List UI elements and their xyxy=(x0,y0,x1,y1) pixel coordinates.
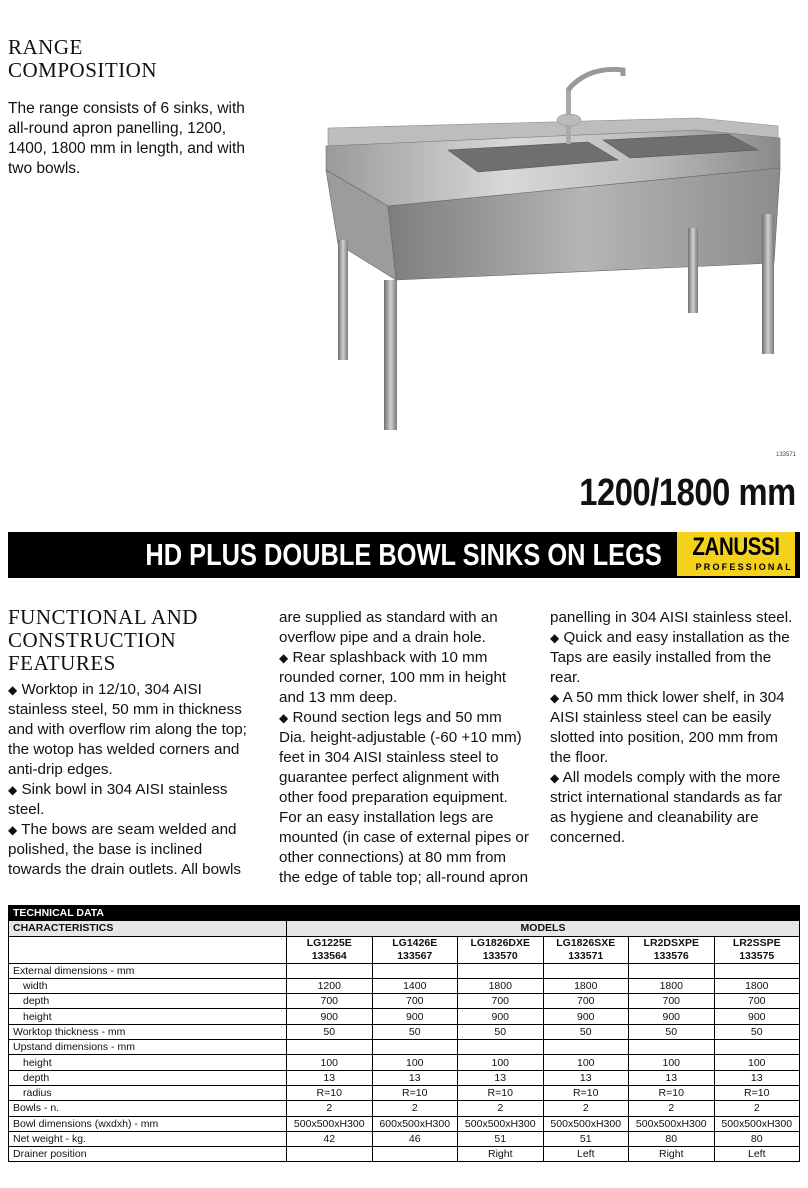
feature-item: ◆ Worktop in 12/10, 304 AISI stainless steel, 50 mm in thickness and with overflow rim along the top; the wotop has welded corners and anti-drip edges. xyxy=(8,681,247,778)
product-title: HD PLUS DOUBLE BOWL SINKS ON LEGS xyxy=(145,537,662,572)
table-cell: 2 xyxy=(372,1101,458,1116)
table-cell: 1400 xyxy=(372,978,458,993)
table-cell: 100 xyxy=(714,1055,800,1070)
table-cell: Right xyxy=(458,1147,544,1162)
model-code: 133575 xyxy=(739,949,775,962)
table-cell: 2 xyxy=(287,1101,373,1116)
model-header-cell xyxy=(543,936,629,963)
table-row xyxy=(9,1070,800,1085)
feature-item: ◆ The bows are seam welded and polished, the base is inclined towards the drain outlets. All bowls xyxy=(8,821,241,878)
diamond-bullet-icon: ◆ xyxy=(279,711,289,725)
model-name: LR2DSXPE xyxy=(643,936,699,949)
table-row xyxy=(9,1024,800,1039)
table-cell: 13 xyxy=(714,1070,800,1085)
table-cell: 100 xyxy=(458,1055,544,1070)
table-title: TECHNICAL DATA xyxy=(9,906,800,921)
table-cell: 900 xyxy=(543,1009,629,1024)
table-cell: R=10 xyxy=(629,1085,715,1100)
table-cell: 50 xyxy=(458,1024,544,1039)
features-column-2 xyxy=(279,608,529,888)
table-cell xyxy=(629,963,715,978)
table-cell: 50 xyxy=(287,1024,373,1039)
row-label: Worktop thickness - mm xyxy=(9,1024,287,1039)
table-cell: 100 xyxy=(629,1055,715,1070)
features-column-3 xyxy=(550,608,800,848)
table-cell: 13 xyxy=(629,1070,715,1085)
logo-name: ZANUSSI xyxy=(692,533,780,561)
table-cell xyxy=(372,963,458,978)
table-cell: 900 xyxy=(629,1009,715,1024)
model-header-cell xyxy=(458,936,544,963)
feature-item: ◆ Quick and easy installation as the Taps are easily installed from the rear. xyxy=(550,629,790,686)
table-cell: R=10 xyxy=(287,1085,373,1100)
feature-continuation: are supplied as standard with an overflow pipe and a drain hole. xyxy=(279,609,498,646)
table-cell: 46 xyxy=(372,1131,458,1146)
table-cell: R=10 xyxy=(714,1085,800,1100)
table-cell xyxy=(372,1147,458,1162)
logo-subtitle: PROFESSIONAL xyxy=(695,562,793,572)
table-cell: 1800 xyxy=(543,978,629,993)
diamond-bullet-icon: ◆ xyxy=(8,783,18,797)
row-label: Bowls - n. xyxy=(9,1101,287,1116)
model-header-cell xyxy=(714,936,800,963)
table-cell: 80 xyxy=(714,1131,800,1146)
row-label: Bowl dimensions (wxdxh) - mm xyxy=(9,1116,287,1131)
table-cell: 2 xyxy=(714,1101,800,1116)
size-title: 1200/1800 mm xyxy=(579,472,796,514)
table-cell xyxy=(287,1147,373,1162)
table-cell: 500x500xH300 xyxy=(543,1116,629,1131)
table-cell: 2 xyxy=(543,1101,629,1116)
zanussi-logo xyxy=(677,532,795,576)
model-code: 133576 xyxy=(653,949,689,962)
table-cell: 700 xyxy=(714,994,800,1009)
table-cell: 1800 xyxy=(458,978,544,993)
table-cell: Right xyxy=(629,1147,715,1162)
sink-product-photo xyxy=(318,58,788,438)
table-cell: 500x500xH300 xyxy=(287,1116,373,1131)
table-cell: 42 xyxy=(287,1131,373,1146)
row-label: radius xyxy=(9,1085,287,1100)
table-cell: 51 xyxy=(458,1131,544,1146)
feature-item: ◆ Round section legs and 50 mm Dia. height-adjustable (-60 +10 mm) feet in 304 AISI stainless steel to guarantee perfect alignment with other food preparation equipment. For an easy installation legs are mounted (in case of external pipes or other connections) at 80 mm from the edge of table top; all-round apron xyxy=(279,709,529,886)
table-row xyxy=(9,1055,800,1070)
table-cell xyxy=(458,963,544,978)
table-cell: 13 xyxy=(287,1070,373,1085)
table-row xyxy=(9,1116,800,1131)
table-cell: R=10 xyxy=(372,1085,458,1100)
table-cell: 700 xyxy=(543,994,629,1009)
table-cell: 100 xyxy=(543,1055,629,1070)
table-cell: 600x500xH300 xyxy=(372,1116,458,1131)
row-label: Drainer position xyxy=(9,1147,287,1162)
models-header: MODELS xyxy=(287,921,800,936)
model-code: 133564 xyxy=(311,949,347,962)
model-name: LG1225E xyxy=(306,936,352,949)
model-name: LG1826SXE xyxy=(556,936,616,949)
feature-item: ◆ A 50 mm thick lower shelf, in 304 AISI stainless steel can be easily slotted into position, 200 mm from the floor. xyxy=(550,689,785,766)
table-row xyxy=(9,1101,800,1116)
table-cell: 700 xyxy=(629,994,715,1009)
table-cell: 900 xyxy=(714,1009,800,1024)
model-name: LG1426E xyxy=(392,936,438,949)
row-label: width xyxy=(9,978,287,993)
table-cell: 13 xyxy=(458,1070,544,1085)
table-row xyxy=(9,1040,800,1055)
range-composition-title: RANGE COMPOSITION xyxy=(8,35,158,82)
table-cell: 500x500xH300 xyxy=(714,1116,800,1131)
diamond-bullet-icon: ◆ xyxy=(550,631,560,645)
table-row xyxy=(9,994,800,1009)
table-cell: 50 xyxy=(714,1024,800,1039)
table-cell: 2 xyxy=(629,1101,715,1116)
photo-code: 133571 xyxy=(776,452,797,458)
model-name: LG1826DXE xyxy=(470,936,531,949)
model-header-cell xyxy=(372,936,458,963)
table-cell: 700 xyxy=(372,994,458,1009)
table-cell xyxy=(543,963,629,978)
table-row xyxy=(9,978,800,993)
table-cell xyxy=(287,1040,373,1055)
table-cell: 500x500xH300 xyxy=(629,1116,715,1131)
table-cell: 900 xyxy=(458,1009,544,1024)
diamond-bullet-icon: ◆ xyxy=(8,683,18,697)
range-composition-text: The range consists of 6 sinks, with all-round apron panelling, 1200, 1400, 1800 mm in length, and with two bowls. xyxy=(8,100,245,177)
diamond-bullet-icon: ◆ xyxy=(550,691,560,705)
feature-item: ◆ All models comply with the more strict international standards as far as hygiene and cleanability are concerned. xyxy=(550,769,783,846)
table-cell xyxy=(287,963,373,978)
table-row xyxy=(9,1131,800,1146)
table-cell: 900 xyxy=(372,1009,458,1024)
table-cell: 51 xyxy=(543,1131,629,1146)
table-cell: 100 xyxy=(287,1055,373,1070)
table-cell: 700 xyxy=(458,994,544,1009)
table-cell: Left xyxy=(543,1147,629,1162)
table-row xyxy=(9,963,800,978)
feature-item: ◆ Sink bowl in 304 AISI stainless steel. xyxy=(8,781,228,818)
table-cell: Left xyxy=(714,1147,800,1162)
table-cell xyxy=(714,1040,800,1055)
table-cell xyxy=(458,1040,544,1055)
table-cell: 900 xyxy=(287,1009,373,1024)
row-label: height xyxy=(9,1009,287,1024)
row-label: Upstand dimensions - mm xyxy=(9,1040,287,1055)
characteristics-header: CHARACTERISTICS xyxy=(9,921,287,936)
model-header-cell xyxy=(287,936,373,963)
model-header-cell xyxy=(629,936,715,963)
table-row xyxy=(9,1085,800,1100)
row-label: Net weight - kg. xyxy=(9,1131,287,1146)
table-cell: 80 xyxy=(629,1131,715,1146)
models-blank-cell xyxy=(9,936,287,963)
feature-continuation: panelling in 304 AISI stainless steel. xyxy=(550,609,793,626)
table-cell xyxy=(629,1040,715,1055)
diamond-bullet-icon: ◆ xyxy=(8,823,18,837)
model-name: LR2SSPE xyxy=(732,936,781,949)
row-label: External dimensions - mm xyxy=(9,963,287,978)
table-cell xyxy=(372,1040,458,1055)
feature-item: ◆ Rear splashback with 10 mm rounded corner, 100 mm in height and 13 mm deep. xyxy=(279,649,507,706)
table-cell: 2 xyxy=(458,1101,544,1116)
model-code: 133567 xyxy=(397,949,433,962)
row-label: height xyxy=(9,1055,287,1070)
table-cell: 1800 xyxy=(714,978,800,993)
row-label: depth xyxy=(9,1070,287,1085)
model-code: 133570 xyxy=(482,949,518,962)
table-cell xyxy=(543,1040,629,1055)
table-cell xyxy=(714,963,800,978)
table-cell: 500x500xH300 xyxy=(458,1116,544,1131)
table-cell: 100 xyxy=(372,1055,458,1070)
table-cell: 50 xyxy=(372,1024,458,1039)
table-cell: R=10 xyxy=(543,1085,629,1100)
table-cell: 700 xyxy=(287,994,373,1009)
table-cell: 13 xyxy=(372,1070,458,1085)
table-row xyxy=(9,1009,800,1024)
diamond-bullet-icon: ◆ xyxy=(279,651,289,665)
features-title: FUNCTIONAL AND CONSTRUCTION FEATURES xyxy=(8,605,198,675)
table-cell: 13 xyxy=(543,1070,629,1085)
model-code: 133571 xyxy=(568,949,604,962)
table-cell: 50 xyxy=(629,1024,715,1039)
table-cell: 1200 xyxy=(287,978,373,993)
table-cell: R=10 xyxy=(458,1085,544,1100)
table-row xyxy=(9,1147,800,1162)
row-label: depth xyxy=(9,994,287,1009)
table-cell: 1800 xyxy=(629,978,715,993)
features-column-1 xyxy=(8,680,248,880)
table-cell: 50 xyxy=(543,1024,629,1039)
diamond-bullet-icon: ◆ xyxy=(550,771,560,785)
technical-data-table xyxy=(8,905,800,1162)
